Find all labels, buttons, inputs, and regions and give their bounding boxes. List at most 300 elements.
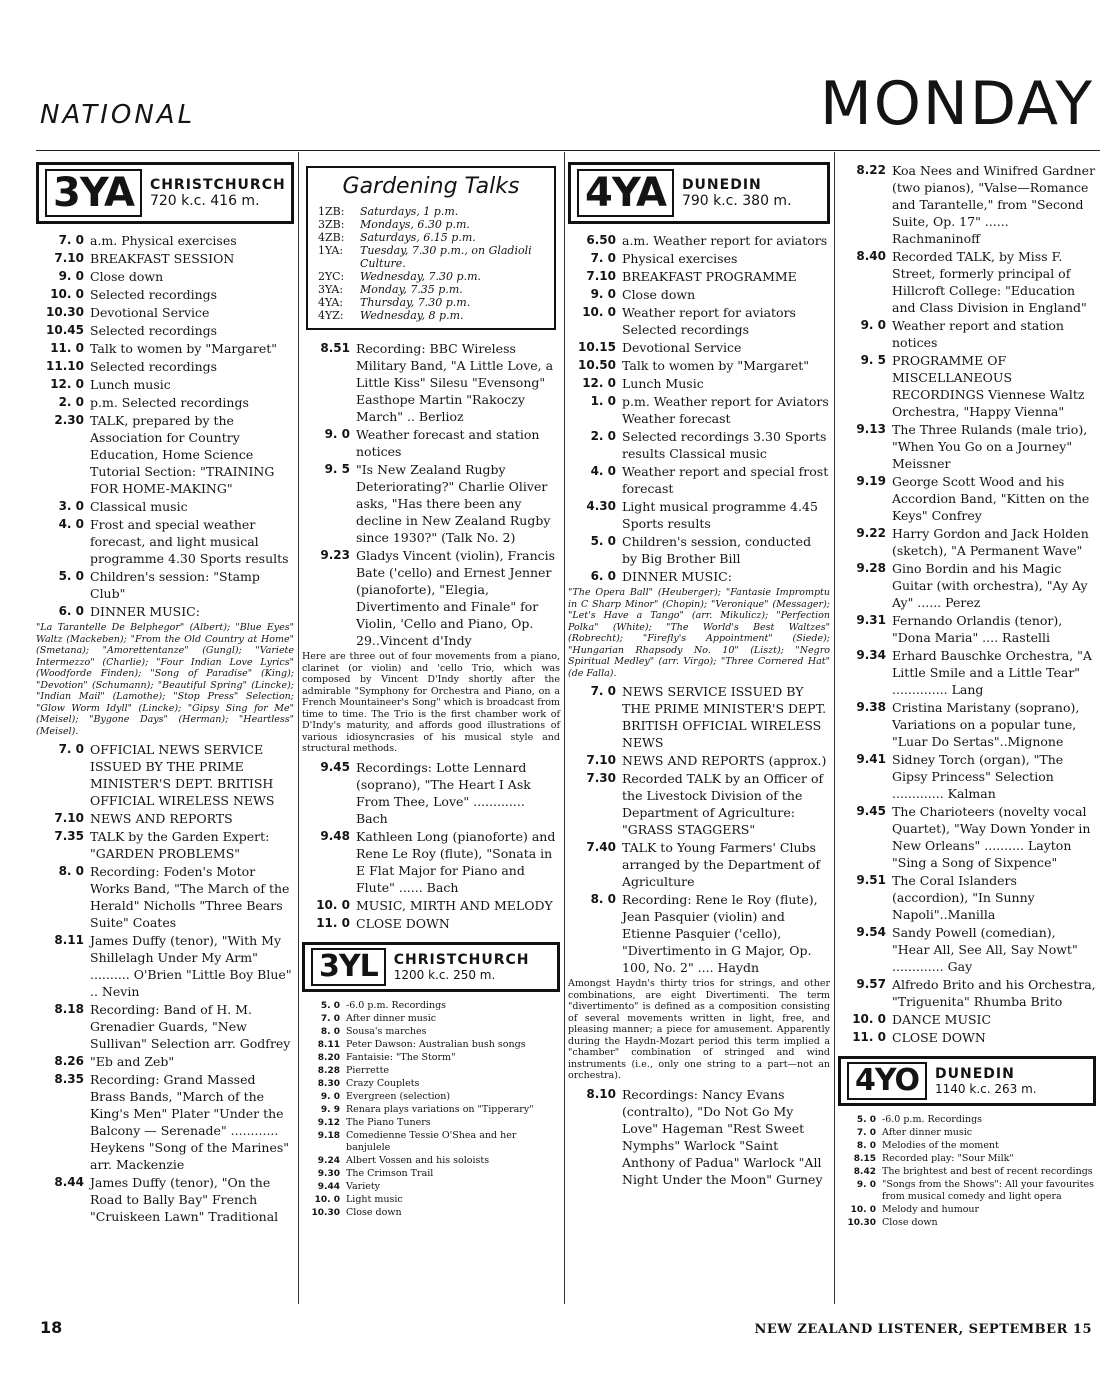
schedule-entry <box>36 1001 294 1052</box>
talk-entry <box>318 309 544 322</box>
entry-time: 5. 0 <box>320 1000 340 1011</box>
entry-time: 2. 0 <box>590 429 616 443</box>
entry-text: Recording: BBC Wireless Military Band, "A Little Love, a Little Kiss" Silesu "Evensong" Easthope Martin "Rakoczy March" .. Berlioz <box>356 341 554 424</box>
talk-station: 1ZB: <box>318 205 345 218</box>
entry-time: 9. 0 <box>590 287 616 301</box>
entry-text: Light music <box>346 1193 403 1205</box>
entry-text: Albert Vossen and his soloists <box>346 1154 490 1166</box>
schedule-entry <box>838 1114 1096 1126</box>
schedule-entry <box>302 1130 560 1154</box>
dinner-music-note: "La Tarantelle De Belphegor" (Albert); "Blue Eyes" Waltz (Mackeben); "From the Old Country at Home" (Smetana); "Amorettentanze" (Gungl); "Variete Intermezzo" (Charlie); "Four Indian Love Lyrics" (Woodforde Finden); "Song of Paradise" (King); "Devotion" (Schumann); "Beautiful Spring" (Lincke); "Indian Mail" (Lamothe); "Stop Press" Selection; "Glow Worm Idyll" (Lincke); "Gipsy Sing for Me" (Meisel); "Bygone Days" (Herman); "Heartless" (Meisel). <box>36 622 294 737</box>
schedule-entry <box>36 568 294 602</box>
schedule-entry <box>302 547 560 649</box>
entry-time: 7. 0 <box>58 233 84 247</box>
station-city: CHRISTCHURCH <box>393 951 530 968</box>
talk-time: Wednesday, 7.30 p.m. <box>360 270 481 283</box>
entry-text: Recording: Band of H. M. Grenadier Guards, "New Sullivan" Selection arr. Godfrey <box>90 1002 291 1051</box>
talk-entry <box>318 270 544 283</box>
entry-time: 6. 0 <box>590 569 616 583</box>
schedule-entry <box>838 560 1096 611</box>
entry-text: "Is New Zealand Rugby Deteriorating?" Charlie Oliver asks, "Has there been any decline in New Zealand Rugby since 1930?" (Talk No. 2) <box>356 462 551 545</box>
entry-text: Fantaisie: "The Storm" <box>346 1051 456 1063</box>
schedule-entry <box>838 924 1096 975</box>
schedule-entry <box>302 1078 560 1090</box>
gardening-talks-box <box>306 166 556 330</box>
talk-station: 4YZ: <box>318 309 344 322</box>
entry-time: 7. 0 <box>590 684 616 698</box>
schedule-entry <box>838 803 1096 871</box>
entry-text: PROGRAMME OF MISCELLANEOUS RECORDINGS Viennese Waltz Orchestra, "Happy Vienna" <box>892 353 1085 419</box>
schedule-entry <box>568 357 830 374</box>
entry-time: 9.51 <box>856 873 886 887</box>
talk-entry <box>318 283 544 296</box>
station-frequency: 720 k.c. 416 m. <box>149 193 260 209</box>
talk-station: 2YC: <box>318 270 345 283</box>
entry-text: Talk to women by "Margaret" <box>90 341 277 356</box>
entry-time: 9.18 <box>317 1130 340 1141</box>
entry-time: 8.18 <box>54 1002 84 1016</box>
schedule-entry <box>36 1174 294 1225</box>
entry-time: 8.11 <box>54 933 84 947</box>
entry-time: 4. 0 <box>58 517 84 531</box>
entry-time: 9.45 <box>320 759 350 774</box>
schedule-entry <box>838 473 1096 524</box>
entry-text: Selected recordings <box>90 359 218 374</box>
entry-time: 8.10 <box>586 1086 616 1101</box>
column-middle <box>302 152 560 1220</box>
entry-time: 6.50 <box>586 233 616 247</box>
entry-text: Lunch Music <box>622 376 704 391</box>
entry-text: Recordings: Nancy Evans (contralto), "Do Not Go My Love" Hageman "Rest Sweet Nymphs" Warlock "Saint Anthony of Padua" Warlock "All Night Under the Moon" Gurney <box>622 1086 823 1187</box>
entry-time: 7. 0 <box>58 742 84 756</box>
talk-entry <box>318 218 544 231</box>
entry-text: p.m. Weather report for Aviators Weather forecast <box>622 394 829 426</box>
schedule-list <box>302 340 560 649</box>
entry-text: BREAKFAST SESSION <box>90 251 235 266</box>
entry-text: Lunch music <box>90 377 171 392</box>
schedule-entry <box>302 1181 560 1193</box>
entry-time: 9.54 <box>856 925 886 939</box>
talks-list <box>318 205 544 322</box>
entry-time: 7.10 <box>586 269 616 283</box>
entry-text: After dinner music <box>346 1012 437 1024</box>
entry-text: DINNER MUSIC: <box>90 604 200 619</box>
entry-text: Physical exercises <box>622 251 738 266</box>
station-frequency: 1200 k.c. 250 m. <box>393 967 496 982</box>
entry-text: Comedienne Tessie O'Shea and her banjulele <box>346 1129 517 1153</box>
entry-text: "Songs from the Shows": All your favourites from musical comedy and light opera <box>882 1179 1095 1202</box>
talk-time: Mondays, 6.30 p.m. <box>360 218 470 231</box>
schedule-entry <box>302 1052 560 1064</box>
station-banner-3yl <box>302 942 560 992</box>
schedule-entry <box>36 286 294 303</box>
talk-time: Thursday, 7.30 p.m. <box>360 296 471 309</box>
schedule-entry <box>568 1086 830 1188</box>
entry-time: 10.45 <box>46 323 84 337</box>
entry-text: The Coral Islanders (accordion), "In Sunny Napoli"..Manilla <box>892 873 1035 922</box>
entry-text: Gino Bordin and his Magic Guitar (with orchestra), "Ay Ay Ay" ...... Perez <box>892 561 1088 610</box>
schedule-entry <box>568 568 830 585</box>
entry-text: DANCE MUSIC <box>892 1012 992 1027</box>
entry-time: 8.15 <box>853 1154 876 1164</box>
entry-text: Devotional Service <box>90 305 210 320</box>
entry-text: Melody and humour <box>882 1204 980 1215</box>
entry-time: 10.30 <box>847 1218 876 1228</box>
schedule-entry <box>568 533 830 567</box>
entry-time: 8.22 <box>856 163 886 177</box>
schedule-entry <box>36 412 294 497</box>
entry-time: 8.20 <box>317 1052 340 1063</box>
schedule-entry <box>36 340 294 357</box>
entry-text: a.m. Physical exercises <box>90 233 237 248</box>
entry-time: 11.10 <box>46 359 84 373</box>
schedule-entry <box>302 1000 560 1012</box>
entry-text: Renara plays variations on "Tipperary" <box>346 1103 534 1115</box>
entry-text: The Piano Tuners <box>346 1116 431 1128</box>
entry-text: Cristina Maristany (soprano), Variations on a popular tune, "Luar Do Sertas"..Mignone <box>892 700 1080 749</box>
schedule-entry <box>568 683 830 751</box>
schedule-list-small <box>302 1000 560 1219</box>
entry-text: James Duffy (tenor), "With My Shillelagh Under My Arm" .......... O'Brien "Little Boy Blue" .. Nevin <box>90 933 292 999</box>
entry-time: 9.34 <box>856 648 886 662</box>
schedule-entry <box>302 915 560 932</box>
entry-time: 9.24 <box>317 1155 340 1166</box>
entry-text: Close down <box>90 269 164 284</box>
talk-entry <box>318 205 544 218</box>
entry-text: George Scott Wood and his Accordion Band, "Kitten on the Keys" Confrey <box>892 474 1090 523</box>
column-4ya-continued <box>838 152 1096 1230</box>
schedule-entry <box>568 463 830 497</box>
box-title: Gardening Talks <box>342 174 520 199</box>
entry-time: 9. 0 <box>860 318 886 332</box>
column-divider <box>564 152 565 1304</box>
entry-text: TALK, prepared by the Association for Country Education, Home Science Tutorial Section: "TRAINING FOR HOME-MAKING" <box>90 413 275 496</box>
entry-text: Frost and special weather forecast, and light musical programme 4.30 Sports results <box>90 517 289 566</box>
publication-line: NEW ZEALAND LISTENER, SEPTEMBER 15 <box>754 1322 1092 1337</box>
talk-time: Saturdays, 1 p.m. <box>360 205 459 218</box>
schedule-list <box>838 162 1096 1046</box>
schedule-entry <box>302 897 560 914</box>
schedule-entry <box>838 1153 1096 1165</box>
entry-text: NEWS SERVICE ISSUED BY THE PRIME MINISTER'S DEPT. BRITISH OFFICIAL WIRELESS NEWS <box>622 684 827 750</box>
schedule-entry <box>568 304 830 338</box>
schedule-entry <box>838 1011 1096 1028</box>
talk-entry <box>318 296 544 309</box>
entry-time: 7.10 <box>54 251 84 265</box>
entry-time: 9. 0 <box>324 427 350 441</box>
entry-time: 9.44 <box>317 1181 340 1192</box>
schedule-list <box>568 1086 830 1188</box>
schedule-list <box>302 759 560 932</box>
schedule-entry <box>568 752 830 769</box>
entry-time: 9. 9 <box>320 1104 340 1115</box>
schedule-entry <box>568 498 830 532</box>
schedule-entry <box>36 304 294 321</box>
entry-text: Kathleen Long (pianoforte) and Rene Le Roy (flute), "Sonata in E Flat Major for Piano and Flute" ...... Bach <box>356 828 556 895</box>
schedule-entry <box>36 358 294 375</box>
schedule-entry <box>838 1204 1096 1216</box>
entry-time: 7.30 <box>586 771 616 785</box>
entry-time: 8.28 <box>317 1065 340 1076</box>
entry-time: 5. 0 <box>590 534 616 548</box>
entry-text: "Eb and Zeb" <box>90 1054 175 1069</box>
entry-time: 8.44 <box>54 1175 84 1189</box>
schedule-list <box>568 232 830 585</box>
entry-text: The Charioteers (novelty vocal Quartet), "Way Down Yonder in New Orleans" .......... Layton "Sing a Song of Sixpence" <box>892 804 1091 870</box>
entry-text: Alfredo Brito and his Orchestra, "Triguenita" Rhumba Brito <box>892 977 1096 1009</box>
entry-time: 10. 0 <box>314 1194 340 1205</box>
station-call: 3YL <box>311 948 386 986</box>
schedule-entry <box>838 1127 1096 1139</box>
schedule-entry <box>302 759 560 827</box>
schedule-list <box>568 683 830 976</box>
schedule-entry <box>568 232 830 249</box>
schedule-entry <box>838 421 1096 472</box>
schedule-entry <box>36 1053 294 1070</box>
entry-text: Sidney Torch (organ), "The Gipsy Princess" Selection ............. Kalman <box>892 752 1064 801</box>
schedule-entry <box>302 1091 560 1103</box>
page-number: 18 <box>40 1318 63 1337</box>
entry-time: 10. 0 <box>850 1205 876 1215</box>
entry-text: The Crimson Trail <box>346 1167 434 1179</box>
entry-text: Recordings: Lotte Lennard (soprano), "The Heart I Ask From Thee, Love" ............. Bach <box>356 759 531 826</box>
entry-text: MUSIC, MIRTH AND MELODY <box>356 897 553 913</box>
station-city: DUNEDIN <box>935 1066 1015 1082</box>
entry-time: 9.22 <box>856 526 886 540</box>
entry-text: CLOSE DOWN <box>892 1030 986 1045</box>
entry-text: Recording: Grand Massed Brass Bands, "March of the King's Men" Plater "Under the Balcony — Serenade" ............ Heykens "Song of the Marines" arr. Mackenzie <box>90 1072 290 1172</box>
entry-time: 9.12 <box>317 1117 340 1128</box>
entry-time: 5. 0 <box>856 1115 876 1125</box>
entry-time: 9. 0 <box>320 1091 340 1102</box>
entry-time: 9.28 <box>856 561 886 575</box>
entry-text: Weather report and station notices <box>892 318 1064 350</box>
schedule-entry <box>838 872 1096 923</box>
entry-time: 10.15 <box>578 340 616 354</box>
entry-text: Selected recordings <box>90 287 218 302</box>
entry-time: 8. 0 <box>320 1026 340 1037</box>
schedule-entry <box>568 839 830 890</box>
entry-time: 9.45 <box>856 804 886 818</box>
entry-time: 7.10 <box>586 753 616 767</box>
entry-text: Close down <box>346 1206 402 1218</box>
entry-time: 9. 5 <box>324 462 350 476</box>
schedule-entry <box>838 699 1096 750</box>
schedule-entry <box>568 375 830 392</box>
entry-time: 8.26 <box>54 1054 84 1068</box>
talk-station: 1YA: <box>318 244 344 257</box>
schedule-entry <box>36 603 294 620</box>
entry-text: Weather forecast and station notices <box>356 427 540 459</box>
entry-text: NEWS AND REPORTS <box>90 811 233 826</box>
station-frequency: 790 k.c. 380 m. <box>681 193 792 209</box>
entry-time: 3. 0 <box>58 499 84 513</box>
entry-text: Devotional Service <box>622 340 742 355</box>
talk-time: Tuesday, 7.30 p.m., on Gladioli Culture. <box>360 244 532 270</box>
entry-time: 9.19 <box>856 474 886 488</box>
schedule-entry <box>36 232 294 249</box>
entry-time: 10.30 <box>311 1207 340 1218</box>
column-divider <box>834 152 835 1304</box>
entry-time: 9.23 <box>320 548 350 562</box>
entry-text: Recording: Rene le Roy (flute), Jean Pasquier (violin) and Etienne Pasquier ('cello), "Divertimento in G Major, Op. 100, No. 2" .... Haydn <box>622 892 818 975</box>
entry-time: 8.35 <box>54 1072 84 1086</box>
schedule-entry <box>302 1104 560 1116</box>
schedule-entry <box>838 1140 1096 1152</box>
entry-text: Variety <box>346 1180 381 1192</box>
entry-time: 8.11 <box>317 1039 340 1050</box>
entry-time: 8.40 <box>856 249 886 263</box>
entry-text: The Three Rulands (male trio), "When You Go on a Journey" Meissner <box>892 422 1088 471</box>
haydn-note: Amongst Haydn's thirty trios for strings, and other combinations, are eight Divertimenti. The term "divertimento" is defined as a composition consisting of several movements written in light, free, and pleasing manner; a piece for amusement. Apparently during the Haydn-Mozart period this term implied a "chamber" combination of stringed and wind instruments (i.e., only one string to a part—not an orchestra). <box>568 978 830 1081</box>
station-city: DUNEDIN <box>681 177 762 193</box>
entry-time: 9.57 <box>856 977 886 991</box>
schedule-entry <box>568 428 830 462</box>
schedule-entry <box>838 162 1096 247</box>
entry-text: Erhard Bauschke Orchestra, "A Little Smile and a Little Tear" .............. Lang <box>892 648 1092 697</box>
day-title: MONDAY <box>819 69 1094 139</box>
schedule-entry <box>302 1207 560 1219</box>
entry-time: 7. 0 <box>320 1013 340 1024</box>
entry-time: 10. 0 <box>50 287 84 301</box>
talk-time: Saturdays, 6.15 p.m. <box>360 231 476 244</box>
schedule-entry <box>36 498 294 515</box>
schedule-entry <box>568 250 830 267</box>
entry-text: DINNER MUSIC: <box>622 569 732 584</box>
region-label: NATIONAL <box>40 100 196 130</box>
entry-time: 8. 0 <box>856 1141 876 1151</box>
entry-text: p.m. Selected recordings <box>90 395 249 410</box>
entry-time: 11. 0 <box>316 915 350 930</box>
entry-time: 10. 0 <box>316 897 350 912</box>
talk-time: Monday, 7.35 p.m. <box>360 283 463 296</box>
schedule-entry <box>36 1071 294 1173</box>
entry-text: Gladys Vincent (violin), Francis Bate ('cello) and Ernest Jenner (pianoforte), "Elegia, Divertimento and Finale" for Violin, 'Cello and Piano, Op. 29..Vincent d'Indy <box>356 548 556 648</box>
entry-text: Recorded play: "Sour Milk" <box>882 1153 1014 1164</box>
entry-time: 9.41 <box>856 752 886 766</box>
dinner-music-note: "The Opera Ball" (Heuberger); "Fantasie Impromptu in C Sharp Minor" (Chopin); "Veronique" (Messager); "Let's Have a Tango" (arr. Mikulicz); "Perfection Polka" (White); "The World's Best Waltzes" (Robrecht); "Firefly's Appointment" (Siede); "Hungarian Rhapsody No. 10" (Liszt); "Negro Spiritual Medley" (arr. Virgo); "Three Cornered Hat" (de Falla). <box>568 587 830 679</box>
schedule-entry <box>302 426 560 460</box>
entry-text: Harry Gordon and Jack Holden (sketch), "A Permanent Wave" <box>892 526 1089 558</box>
schedule-entry <box>302 340 560 425</box>
entry-text: Recording: Foden's Motor Works Band, "The March of the Herald" Nicholls "Three Bears Suite" Coates <box>90 864 290 930</box>
entry-text: Koa Nees and Winifred Gardner (two pianos), "Valse—Romance and Tarantelle," from "Second Suite, Op. 17" ...... Rachmaninoff <box>892 163 1096 246</box>
entry-time: 8. 0 <box>58 864 84 878</box>
schedule-entry <box>36 516 294 567</box>
schedule-entry <box>302 1039 560 1051</box>
schedule-entry <box>36 376 294 393</box>
entry-text: James Duffy (tenor), "On the Road to Bally Bay" French "Cruiskeen Lawn" Traditional <box>90 1175 279 1224</box>
talk-entry <box>318 244 544 270</box>
entry-text: a.m. Weather report for aviators <box>622 233 828 248</box>
entry-time: 12. 0 <box>582 376 616 390</box>
schedule-entry <box>302 1117 560 1129</box>
entry-time: 8.51 <box>320 341 350 355</box>
schedule-entry <box>568 891 830 976</box>
entry-time: 7.35 <box>54 829 84 843</box>
schedule-entry <box>36 322 294 339</box>
station-banner-4ya <box>568 162 830 224</box>
schedule-entry <box>568 268 830 285</box>
entry-time: 10.30 <box>46 305 84 319</box>
schedule-entry <box>838 1166 1096 1178</box>
entry-text: Evergreen (selection) <box>346 1090 451 1102</box>
entry-time: 8.30 <box>317 1078 340 1089</box>
entry-text: CLOSE DOWN <box>356 915 450 931</box>
schedule-entry <box>36 863 294 931</box>
entry-time: 9.38 <box>856 700 886 714</box>
entry-text: TALK by the Garden Expert: "GARDEN PROBLEMS" <box>90 829 270 861</box>
entry-text: TALK to Young Farmers' Clubs arranged by the Department of Agriculture <box>622 840 821 889</box>
schedule-entry <box>36 250 294 267</box>
entry-text: -6.0 p.m. Recordings <box>346 999 447 1011</box>
talk-station: 3YA: <box>318 283 344 296</box>
schedule-entry <box>302 1168 560 1180</box>
entry-time: 8.42 <box>853 1167 876 1177</box>
schedule-entry <box>36 394 294 411</box>
entry-text: Weather report and special frost forecast <box>622 464 829 496</box>
talk-station: 4ZB: <box>318 231 345 244</box>
entry-text: Sandy Powell (comedian), "Hear All, See All, Say Nowt" ............. Gay <box>892 925 1078 974</box>
schedule-entry <box>838 612 1096 646</box>
entry-time: 5. 0 <box>58 569 84 583</box>
entry-text: Close down <box>882 1217 938 1228</box>
entry-time: 7. 0 <box>856 1128 876 1138</box>
entry-text: Fernando Orlandis (tenor), "Dona Maria" .... Rastelli <box>892 613 1063 645</box>
schedule-entry <box>838 647 1096 698</box>
column-divider <box>298 152 299 1304</box>
entry-time: 9.13 <box>856 422 886 436</box>
station-call: 4YO <box>847 1062 927 1100</box>
entry-time: 10. 0 <box>582 305 616 319</box>
schedule-entry <box>36 810 294 827</box>
entry-time: 7. 0 <box>590 251 616 265</box>
entry-text: Children's session: "Stamp Club" <box>90 569 260 601</box>
schedule-entry <box>36 828 294 862</box>
station-call: 4YA <box>577 169 674 217</box>
schedule-entry <box>568 393 830 427</box>
schedule-entry <box>302 1026 560 1038</box>
entry-time: 1. 0 <box>590 394 616 408</box>
entry-text: NEWS AND REPORTS (approx.) <box>622 753 827 768</box>
header-rule <box>36 150 1100 151</box>
entry-text: Selected recordings <box>90 323 218 338</box>
schedule-entry <box>568 286 830 303</box>
station-city: CHRISTCHURCH <box>149 177 286 193</box>
schedule-entry <box>568 339 830 356</box>
entry-text: Talk to women by "Margaret" <box>622 358 809 373</box>
entry-text: OFFICIAL NEWS SERVICE ISSUED BY THE PRIME MINISTER'S DEPT. BRITISH OFFICIAL WIRELESS NEWS <box>90 742 275 808</box>
entry-text: BREAKFAST PROGRAMME <box>622 269 797 284</box>
entry-text: -6.0 p.m. Recordings <box>882 1114 983 1125</box>
schedule-entry <box>838 1179 1096 1203</box>
entry-time: 9. 0 <box>856 1180 876 1190</box>
schedule-entry <box>568 770 830 838</box>
talk-station: 4YA: <box>318 296 344 309</box>
entry-time: 4. 0 <box>590 464 616 478</box>
schedule-entry <box>302 461 560 546</box>
schedule-entry <box>838 1029 1096 1046</box>
schedule-entry <box>302 1065 560 1077</box>
trio-note: Here are three out of four movements from a piano, clarinet (or violin) and 'cello Trio, which was composed by Vincent D'Indy shortly after the admirable "Symphony for Orchestra and Piano, on a French Mountaineer's Song" which is broadcast from time to time. The Trio is the first chamber work of D'Indy's maturity, and affords good illustrations of various idiosyncrasies of his musical style and structural methods. <box>302 651 561 754</box>
column-3ya <box>36 152 294 1226</box>
entry-time: 11. 0 <box>852 1030 886 1044</box>
schedule-entry <box>838 751 1096 802</box>
entry-text: Weather report for aviators Selected recordings <box>622 305 796 337</box>
schedule-entry <box>302 1013 560 1025</box>
column-4ya <box>568 152 830 1189</box>
station-banner-4yo <box>838 1056 1096 1106</box>
